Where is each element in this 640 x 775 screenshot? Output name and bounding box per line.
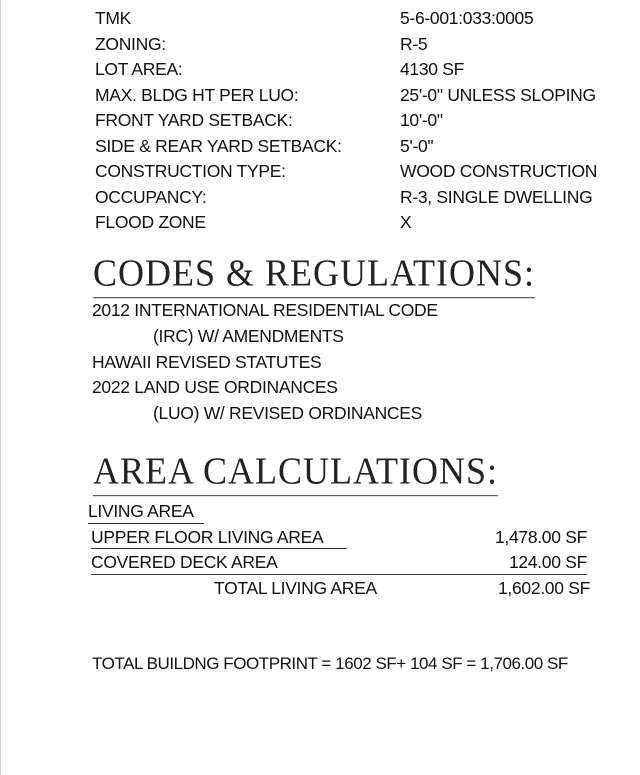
info-value: 25'-0" UNLESS SLOPING <box>400 84 596 105</box>
area-heading-text: AREA CALCULATIONS: <box>93 450 499 492</box>
code-line: HAWAII REVISED STATUTES <box>92 352 322 372</box>
total-rule <box>91 574 587 575</box>
info-row-tmk <box>95 6 635 30</box>
codes-heading <box>93 252 535 294</box>
info-value: 10'-0" <box>400 110 443 130</box>
info-row-front-setback <box>95 108 635 132</box>
info-value: WOOD CONSTRUCTION <box>400 161 598 181</box>
info-label: TMK <box>95 8 132 28</box>
info-label: ZONING: <box>95 33 166 54</box>
info-value: 4130 SF <box>400 59 465 79</box>
page-edge <box>0 0 1 775</box>
info-row-occupancy <box>95 185 635 209</box>
info-value: 5-6-001:033:0005 <box>400 8 534 28</box>
code-line: 2022 LAND USE ORDINANCES <box>92 377 338 397</box>
codes-heading-text: CODES & REGULATIONS: <box>93 252 536 294</box>
code-line: (IRC) W/ AMENDMENTS <box>153 326 344 346</box>
area-heading <box>93 450 498 492</box>
info-value: 5'-0" <box>400 135 434 156</box>
info-label: SIDE & REAR YARD SETBACK: <box>95 135 342 156</box>
info-row-lot-area <box>95 57 635 81</box>
info-label: MAX. BLDG HT PER LUO: <box>95 84 299 105</box>
area-row-label: COVERED DECK AREA <box>91 552 278 572</box>
area-row-underline <box>91 548 347 549</box>
info-row-max-height <box>95 83 635 107</box>
info-row-side-rear-setback <box>95 134 635 158</box>
area-row-value: 1,478.00 SF <box>494 527 587 547</box>
total-living-area-label: TOTAL LIVING AREA <box>214 578 377 598</box>
living-area-label: LIVING AREA <box>88 501 194 521</box>
info-label: FLOOD ZONE <box>95 212 206 232</box>
area-heading-underline <box>93 495 498 496</box>
info-label: OCCUPANCY: <box>95 186 207 207</box>
info-value: R-5 <box>400 33 428 54</box>
info-row-construction-type <box>95 159 635 183</box>
info-row-flood-zone <box>95 210 635 234</box>
info-label: LOT AREA: <box>95 59 183 79</box>
total-living-area-value: 1,602.00 SF <box>497 578 590 598</box>
info-label: FRONT YARD SETBACK: <box>95 110 293 130</box>
info-value: X <box>400 212 412 232</box>
living-area-underline <box>88 523 204 524</box>
info-value: R-3, SINGLE DWELLING <box>400 186 593 207</box>
area-row-value: 124.00 SF <box>508 552 587 572</box>
code-line: 2012 INTERNATIONAL RESIDENTIAL CODE <box>92 300 438 320</box>
info-row-zoning <box>95 32 635 56</box>
info-label: CONSTRUCTION TYPE: <box>95 161 286 181</box>
total-building-footprint: TOTAL BUILDNG FOOTPRINT = 1602 SF+ 104 SF = 1,706.00 SF <box>92 654 568 673</box>
code-line: (LUO) W/ REVISED ORDINANCES <box>153 403 423 423</box>
area-row-label: UPPER FLOOR LIVING AREA <box>91 527 324 547</box>
